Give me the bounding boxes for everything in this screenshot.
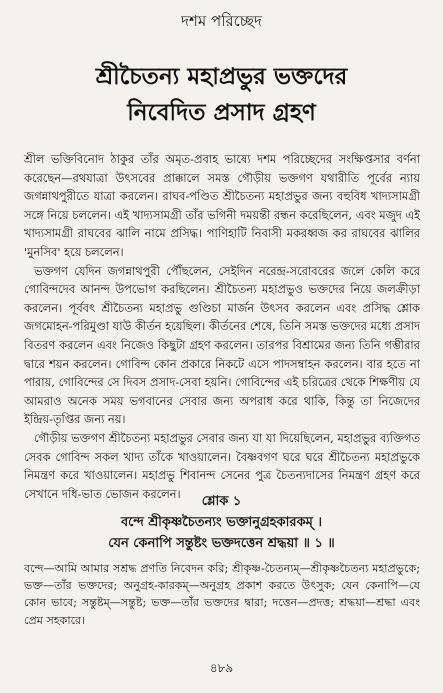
verse-line-1: বন্দে শ্রীকৃষ্ণচৈতন্যং ভক্তানুগ্রহকারকম্ । bbox=[120, 515, 323, 530]
summary-paragraph-1: শ্রীল ভক্তিবিনোদ ঠাকুর তাঁর অমৃত-প্রবাহ ভাষ্যে দশম পরিচ্ছেদের সংক্ষিপ্তসার বর্ণনা করেছেন—রথযাত্রা উৎসবের প্রাক্কালে সমস্ত গৌড়ীয় ভক্তগণ যথারীতি পূর্বের ন্যায় জগন্নাথপুরীতে যাত্রা করলেন। রাঘব-পণ্ডিত শ্রীচৈতন্য মহাপ্রভুর জন্য বহুবিধ খাদ্যসামগ্রী সঙ্গে নিয়ে চললেন। এই খাদ্যসামগ্রী তাঁর ভগিনী দময়ন্তী রন্ধন করেছিলেন, এবং মজুদ এই খাদ্যসামগ্রী রাঘবের ঝালি নামে প্রসিদ্ধ। পাণিহাটি নিবাসী মকরধ্বজ কর রাঘবের ঝালির 'মুনসিব' হয়ে চললেন। bbox=[24, 152, 420, 259]
chapter-heading: দশম পরিচ্ছেদ bbox=[181, 12, 262, 30]
word-for-word-translation: বন্দে—আমি আমার সশ্রদ্ধ প্রণতি নিবেদন করি; শ্রীকৃষ্ণ-চৈতন্যম্—শ্রীকৃষ্ণচৈতন্য মহাপ্রভুকে; ভক্ত—তাঁর ভক্তদের; অনুগ্রহ-কারকম্—অনুগ্রহ প্রকাশ করতে উৎসুক; যেন কেনাপি—যে কোন ভাবে; সন্তুষ্টম্—সন্তুষ্ট; ভক্ত—তাঁর ভক্তদের দ্বারা; দত্তেন—প্রদত্ত; শ্রদ্ধয়া—শ্রদ্ধা এবং প্রেম সহকারে। bbox=[24, 562, 420, 627]
summary-text bbox=[24, 150, 420, 503]
summary-paragraph-3: গৌড়ীয় ভক্তগণ শ্রীচৈতন্য মহাপ্রভুর সেবার জন্য যা যা দিয়েছিলেন, মহাপ্রভুর ব্যক্তিগত সেবক গোবিন্দ সকল খাদ্য তাঁকে খাওয়ালেন। বৈষ্ণবগণ ঘরে ঘরে শ্রীচৈতন্য মহাপ্রভুকে নিমন্ত্রণ করে খাওয়ালেন। মহাপ্রভু শিবানন্দ সেনের পুত্র চৈতন্যদাসের নিমন্ত্রণ গ্রহণ করে সেখানে দধি-ভাত ভোজন করলেন। bbox=[24, 430, 420, 501]
chapter-title-line-1: শ্রীচৈতন্য মহাপ্রভুর ভক্তদের bbox=[95, 64, 348, 90]
page-number: ৪৮৯ bbox=[209, 661, 234, 675]
chapter-title-line-2: নিবেদিত প্রসাদ গ্রহণ bbox=[127, 100, 316, 126]
summary-paragraph-2: ভক্তগণ যেদিন জগন্নাথপুরী পৌঁছলেন, সেইদিন নরেন্দ্র-সরোবরের জলে কেলি করে গোবিন্দদেব আনন্দ উপভোগ করছিলেন। শ্রীচৈতন্য মহাপ্রভুও ভক্তদের নিয়ে জলক্রীড়া করলেন। পূর্ববৎ শ্রীচৈতন্য মহাপ্রভু গুণ্ডিচা মার্জন উৎসব করলেন এবং প্রসিদ্ধ শ্লোক জগমোহন-পরিমুণ্ডা যাউ কীর্তন হয়েছিল। কীর্তনের শেষে, তিনি সমস্ত ভক্তদের মধ্যে প্রসাদ বিতরণ করলেন এবং নিজেও কিছুটা গ্রহণ করলেন। তারপর বিশ্রামের জন্য তিনি গম্ভীরার দ্বারে শয়ন করলেন। গোবিন্দ কোন প্রকারে নিকটে এসে পাদসম্বাহন করলেন। বার হতে না পারায়, গোবিন্দের সে দিবস প্রসাদ-সেবা হয়নি। গোবিন্দের এই চরিত্রের থেকে শিক্ষণীয় যে আমরাও অনেক সময় ভগবানের সেবার জন্য অপরাধ করে থাকি, কিন্তু তা নিজেদের ইন্দ্রিয়-তৃপ্তির জন্য নয়। bbox=[24, 263, 420, 427]
verse-line-2: যেন কেনাপি সন্তুষ্টং ভক্তদত্তেন শ্রদ্ধয়া ॥ ১ ॥ bbox=[108, 536, 335, 551]
sloka-heading: শ্লোক ১ bbox=[201, 494, 242, 509]
